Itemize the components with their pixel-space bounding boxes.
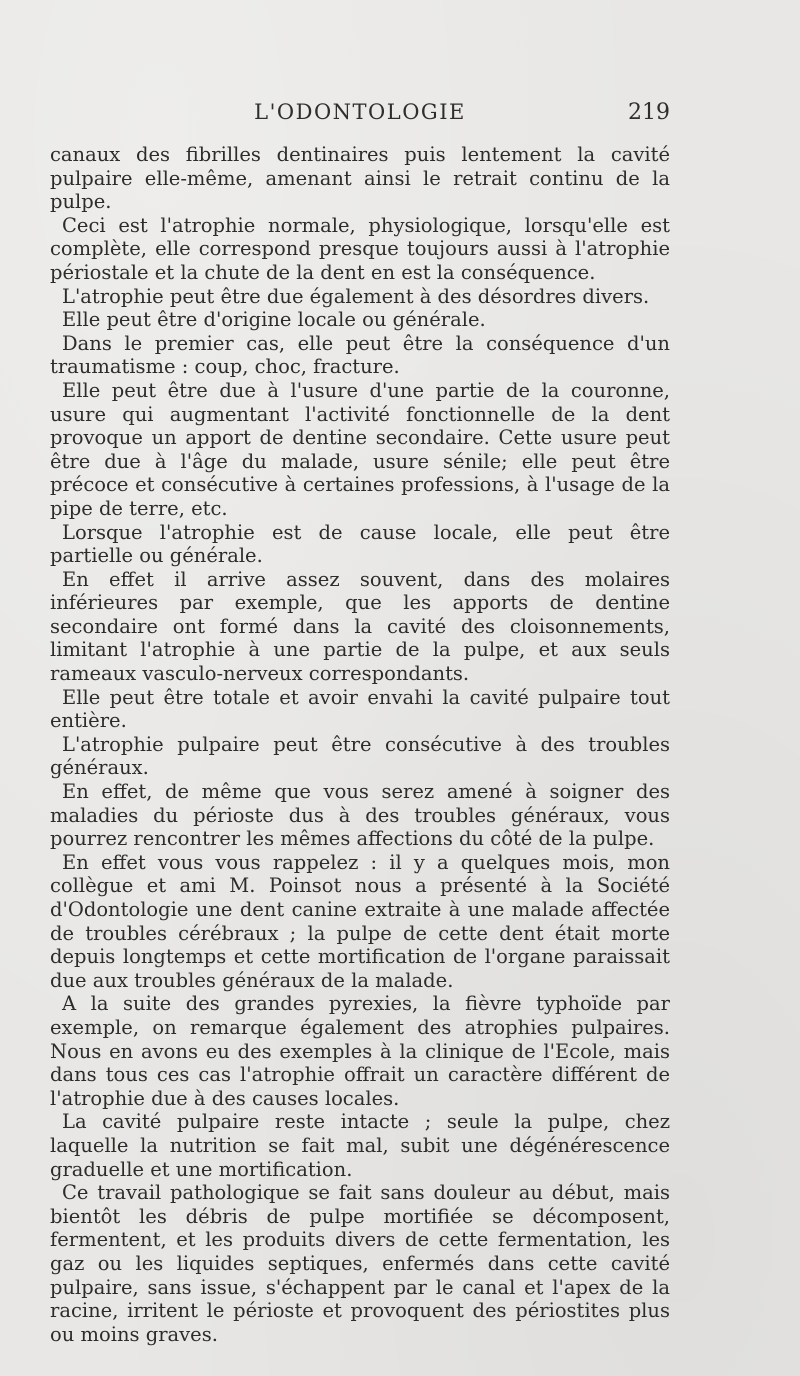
paragraph: Elle peut être d'origine locale ou générale. [62,308,486,332]
paragraph: L'atrophie peut être due également à des désordres divers. [62,284,650,308]
paragraph: L'atrophie pulpaire peut être consécutive à des troubles généraux. [50,732,670,780]
page-number: 219 [628,100,670,125]
paragraph: En effet, de même que vous serez amené à soigner des maladies du périoste dus à des troubles généraux, vous pourrez rencontrer les mêmes affections du côté de la pulpe. [50,780,670,851]
running-head: L'ODONTOLOGIE [254,100,466,124]
paragraph: canaux des fibrilles dentinaires puis lentement la cavité pulpaire elle-même, amenant ainsi le retrait continu de la pulpe. [50,143,670,214]
paragraph: Elle peut être totale et avoir envahi la cavité pulpaire tout entière. [50,685,670,733]
paragraph: En effet il arrive assez souvent, dans des molaires inférieures par exemple, que les apports de dentine secondaire ont formé dans la cavité des cloisonnements, limitant l'atrophie à une partie de la pulpe, et aux seuls rameaux vasculo-nerveux correspondants. [50,567,670,686]
paragraph: A la suite des grandes pyrexies, la fièvre typhoïde par exemple, on remarque également des atrophies pulpaires. Nous en avons eu des exemples à la clinique de l'Ecole, mais dans tous ces cas l'atrophie offrait un caractère différent de l'atrophie due à des causes locales. [50,992,670,1110]
body-text [50,143,670,1346]
paragraph: Lorsque l'atrophie est de cause locale, elle peut être partielle ou générale. [50,520,670,568]
paragraph: Dans le premier cas, elle peut être la conséquence d'un traumatisme : coup, choc, fracture. [50,331,670,379]
paragraph: La cavité pulpaire reste intacte ; seule la pulpe, chez laquelle la nutrition se fait mal, subit une dégénérescence graduelle et une mortification. [50,1110,670,1181]
paragraph: Elle peut être due à l'usure d'une partie de la couronne, usure qui augmentant l'activité fonctionnelle de la dent provoque un apport de dentine secondaire. Cette usure peut être due à l'âge du malade, usure sénile; elle peut être précoce et consécutive à certaines professions, à l'usage de la pipe de terre, etc. [50,378,670,520]
paragraph: En effet vous vous rappelez : il y a quelques mois, mon collègue et ami M. Poinsot nous a présenté à la Société d'Odontologie une dent canine extraite à une malade affectée de troubles cérébraux ; la pulpe de cette dent était morte depuis longtemps et cette mortification de l'organe paraissait due aux troubles généraux de la malade. [50,850,670,992]
paragraph: Ce travail pathologique se fait sans douleur au début, mais bientôt les débris de pulpe mortifiée se décomposent, fermentent, et les produits divers de cette fermentation, les gaz ou les liquides septiques, enfermés dans cette cavité pulpaire, sans issue, s'échappent par le canal et l'apex de la racine, irritent le périoste et provoquent des périostites plus ou moins graves. [50,1181,670,1346]
paragraph: Ceci est l'atrophie normale, physiologique, lorsqu'elle est complète, elle correspond presque toujours aussi à l'atrophie périostale et la chute de la dent en est la conséquence. [50,213,670,284]
